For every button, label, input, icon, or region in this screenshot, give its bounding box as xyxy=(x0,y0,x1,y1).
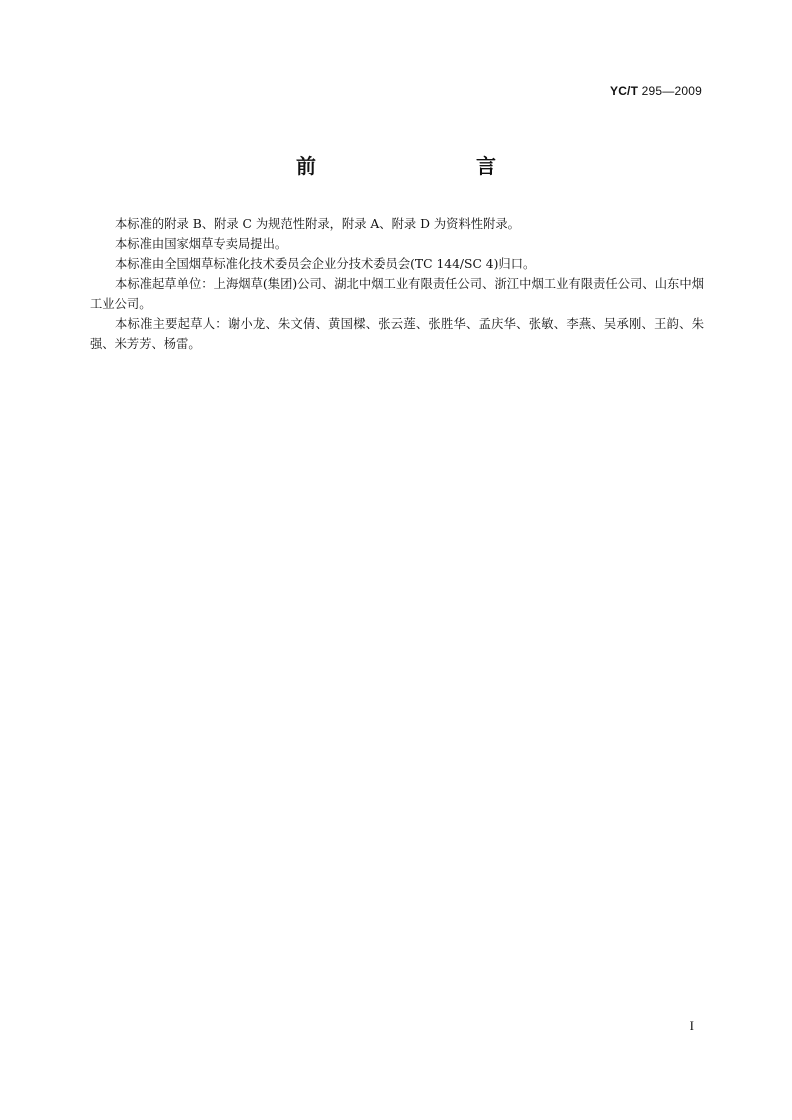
standard-code-prefix: YC/T xyxy=(609,84,639,98)
page-number: I xyxy=(689,1018,694,1033)
page-title: 前 言 xyxy=(296,154,536,178)
paragraph-proposer: 本标准由国家烟草专卖局提出。 xyxy=(115,237,288,251)
standard-code-number: 295—2009 xyxy=(641,84,702,98)
standard-code xyxy=(610,84,702,98)
foreword-body xyxy=(90,214,704,354)
paragraph-appendix-info: 本标准的附录 B、附录 C 为规范性附录，附录 A、附录 D 为资料性附录。 xyxy=(115,217,520,231)
paragraph-responsible-committee: 本标准由全国烟草标准化技术委员会企业分技术委员会(TC 144/SC 4)归口。 xyxy=(115,257,536,271)
paragraph-drafting-units: 本标准起草单位：上海烟草(集团)公司、湖北中烟工业有限责任公司、浙江中烟工业有限责任公司、山东中烟工业公司。 xyxy=(90,277,704,311)
paragraph-drafters: 本标准主要起草人：谢小龙、朱文倩、黄国樑、张云莲、张胜华、孟庆华、张敏、李燕、吴承刚、王韵、朱强、米芳芳、杨雷。 xyxy=(90,317,704,351)
